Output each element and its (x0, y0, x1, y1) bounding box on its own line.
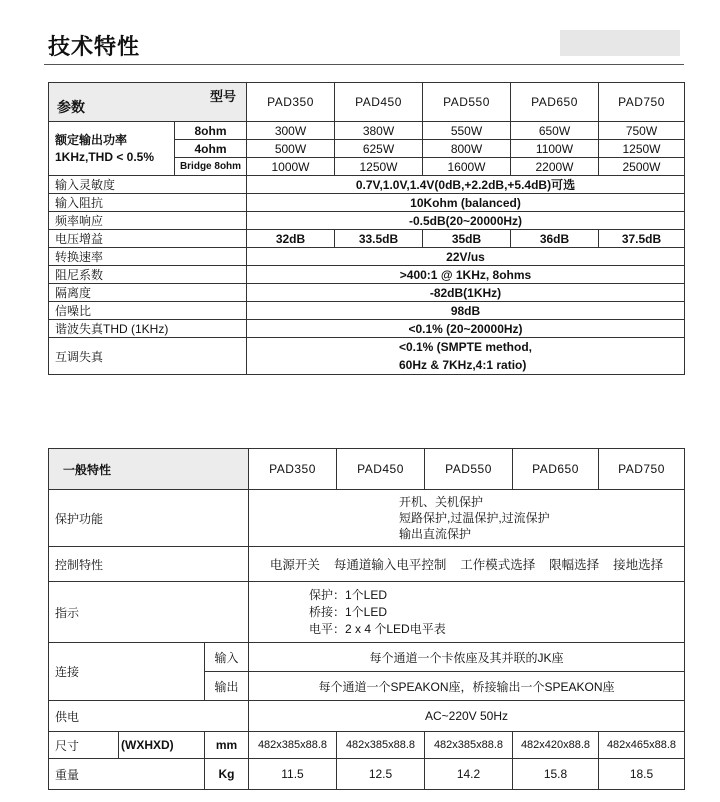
power-label-line1: 额定输出功率 (55, 132, 128, 147)
power-value: 2500W (599, 158, 685, 176)
protection-line: 开机、关机保护 (399, 495, 484, 509)
indicator-value (249, 582, 685, 643)
dimensions-row (49, 732, 685, 759)
control-item: 工作模式选择 (460, 558, 536, 572)
thd-row (49, 320, 685, 338)
weight-value: 15.8 (513, 759, 599, 790)
slew-rate-value: 22V/us (247, 248, 685, 266)
gain-value: 37.5dB (599, 230, 685, 248)
model-header: PAD450 (335, 83, 423, 122)
power-supply-label: 供电 (49, 701, 249, 732)
power-value: 750W (599, 122, 685, 140)
connection-input-label: 输入 (205, 643, 249, 672)
imd-value-line1: <0.1% (SMPTE method, (398, 340, 533, 354)
weight-unit: Kg (205, 759, 249, 790)
power-row-8ohm (49, 122, 685, 140)
control-item: 限幅选择 (549, 558, 600, 572)
indicator-row (49, 582, 685, 643)
gain-label: 电压增益 (49, 230, 247, 248)
power-value: 650W (511, 122, 599, 140)
title-divider (44, 64, 684, 65)
power-value: 300W (247, 122, 335, 140)
damping-label: 阻尼系数 (49, 266, 247, 284)
separation-value: -82dB(1KHz) (247, 284, 685, 302)
control-row (49, 547, 685, 582)
tech-header-row (49, 83, 685, 122)
power-value: 1250W (599, 140, 685, 158)
general-title: 一般特性 (49, 449, 249, 490)
dimension-value: 482x420x88.8 (513, 732, 599, 759)
power-value: 1600W (423, 158, 511, 176)
weight-row (49, 759, 685, 790)
snr-value: 98dB (247, 302, 685, 320)
protection-row (49, 490, 685, 547)
connection-output-label: 输出 (205, 672, 249, 701)
imd-value-line2: 60Hz & 7KHz,4:1 ratio) (398, 358, 527, 372)
power-value: 800W (423, 140, 511, 158)
freq-response-row (49, 212, 685, 230)
general-spec-table (48, 448, 685, 790)
thd-label: 谐波失真THD (1KHz) (49, 320, 247, 338)
control-label: 控制特性 (49, 547, 249, 582)
separation-row (49, 284, 685, 302)
model-header: PAD650 (513, 449, 599, 490)
snr-row (49, 302, 685, 320)
power-value: 1100W (511, 140, 599, 158)
freq-response-value: -0.5dB(20~20000Hz) (247, 212, 685, 230)
protection-label: 保护功能 (49, 490, 249, 547)
power-value: 1000W (247, 158, 335, 176)
power-supply-row (49, 701, 685, 732)
connection-output-value: 每个通道一个SPEAKON座，桥接输出一个SPEAKON座 (249, 672, 685, 701)
imd-row (49, 338, 685, 375)
slew-rate-label: 转换速率 (49, 248, 247, 266)
indicator-line: 桥接：1个LED (309, 604, 388, 619)
weight-value: 18.5 (599, 759, 685, 790)
power-value: 2200W (511, 158, 599, 176)
power-value: 380W (335, 122, 423, 140)
model-header: PAD450 (337, 449, 425, 490)
model-header: PAD750 (599, 83, 685, 122)
sensitivity-row (49, 176, 685, 194)
weight-value: 12.5 (337, 759, 425, 790)
imd-label: 互调失真 (49, 338, 247, 375)
gain-value: 36dB (511, 230, 599, 248)
control-item: 电源开关 (269, 558, 320, 572)
protection-line: 短路保护,过温保护,过流保护 (399, 511, 550, 525)
indicator-line: 保护：1个LED (309, 587, 388, 602)
tech-spec-table (48, 82, 685, 375)
model-header: PAD350 (247, 83, 335, 122)
slew-rate-row (49, 248, 685, 266)
gain-value: 32dB (247, 230, 335, 248)
control-item: 接地选择 (613, 558, 664, 572)
load-label: Bridge 8ohm (175, 158, 247, 176)
power-value: 1250W (335, 158, 423, 176)
header-corner (49, 83, 247, 122)
gain-row (49, 230, 685, 248)
connection-input-row (49, 643, 685, 672)
load-label: 4ohm (175, 140, 247, 158)
impedance-label: 输入阻抗 (49, 194, 247, 212)
weight-label: 重量 (49, 759, 205, 790)
impedance-value: 10Kohm (balanced) (247, 194, 685, 212)
damping-row (49, 266, 685, 284)
control-value (249, 547, 685, 582)
dimension-value: 482x385x88.8 (337, 732, 425, 759)
gain-value: 33.5dB (335, 230, 423, 248)
power-label (49, 122, 175, 176)
model-header: PAD350 (249, 449, 337, 490)
header-type-label: 型号 (209, 89, 236, 104)
general-header-row (49, 449, 685, 490)
indicator-line: 电平：2 x 4 个LED电平表 (309, 621, 446, 636)
freq-response-label: 频率响应 (49, 212, 247, 230)
model-header: PAD550 (425, 449, 513, 490)
header-param-label: 参数 (57, 99, 85, 115)
protection-line: 输出直流保护 (399, 527, 472, 541)
sensitivity-value: 0.7V,1.0V,1.4V(0dB,+2.2dB,+5.4dB)可选 (247, 176, 685, 194)
load-label: 8ohm (175, 122, 247, 140)
dimensions-label: 尺寸 (49, 732, 119, 759)
control-item: 每通道输入电平控制 (333, 558, 447, 572)
title-decoration (560, 30, 680, 56)
model-header: PAD550 (423, 83, 511, 122)
power-value: 625W (335, 140, 423, 158)
gain-value: 35dB (423, 230, 511, 248)
connection-input-value: 每个通道一个卡侬座及其并联的JK座 (249, 643, 685, 672)
protection-value (249, 490, 685, 547)
imd-value (247, 338, 685, 375)
impedance-row (49, 194, 685, 212)
model-header: PAD650 (511, 83, 599, 122)
dimension-value: 482x385x88.8 (425, 732, 513, 759)
power-value: 550W (423, 122, 511, 140)
dimension-value: 482x385x88.8 (249, 732, 337, 759)
dimensions-sub: (WXHXD) (119, 732, 205, 759)
model-header: PAD750 (599, 449, 685, 490)
dimension-value: 482x465x88.8 (599, 732, 685, 759)
power-supply-value: AC~220V 50Hz (249, 701, 685, 732)
dimensions-unit: mm (205, 732, 249, 759)
snr-label: 信噪比 (49, 302, 247, 320)
separation-label: 隔离度 (49, 284, 247, 302)
weight-value: 14.2 (425, 759, 513, 790)
power-value: 500W (247, 140, 335, 158)
weight-value: 11.5 (249, 759, 337, 790)
page-title: 技术特性 (48, 34, 141, 59)
power-label-line2: 1KHz,THD < 0.5% (55, 149, 155, 164)
damping-value: >400:1 @ 1KHz, 8ohms (247, 266, 685, 284)
thd-value: <0.1% (20~20000Hz) (247, 320, 685, 338)
sensitivity-label: 输入灵敏度 (49, 176, 247, 194)
indicator-label: 指示 (49, 582, 249, 643)
connection-label: 连接 (49, 643, 205, 701)
